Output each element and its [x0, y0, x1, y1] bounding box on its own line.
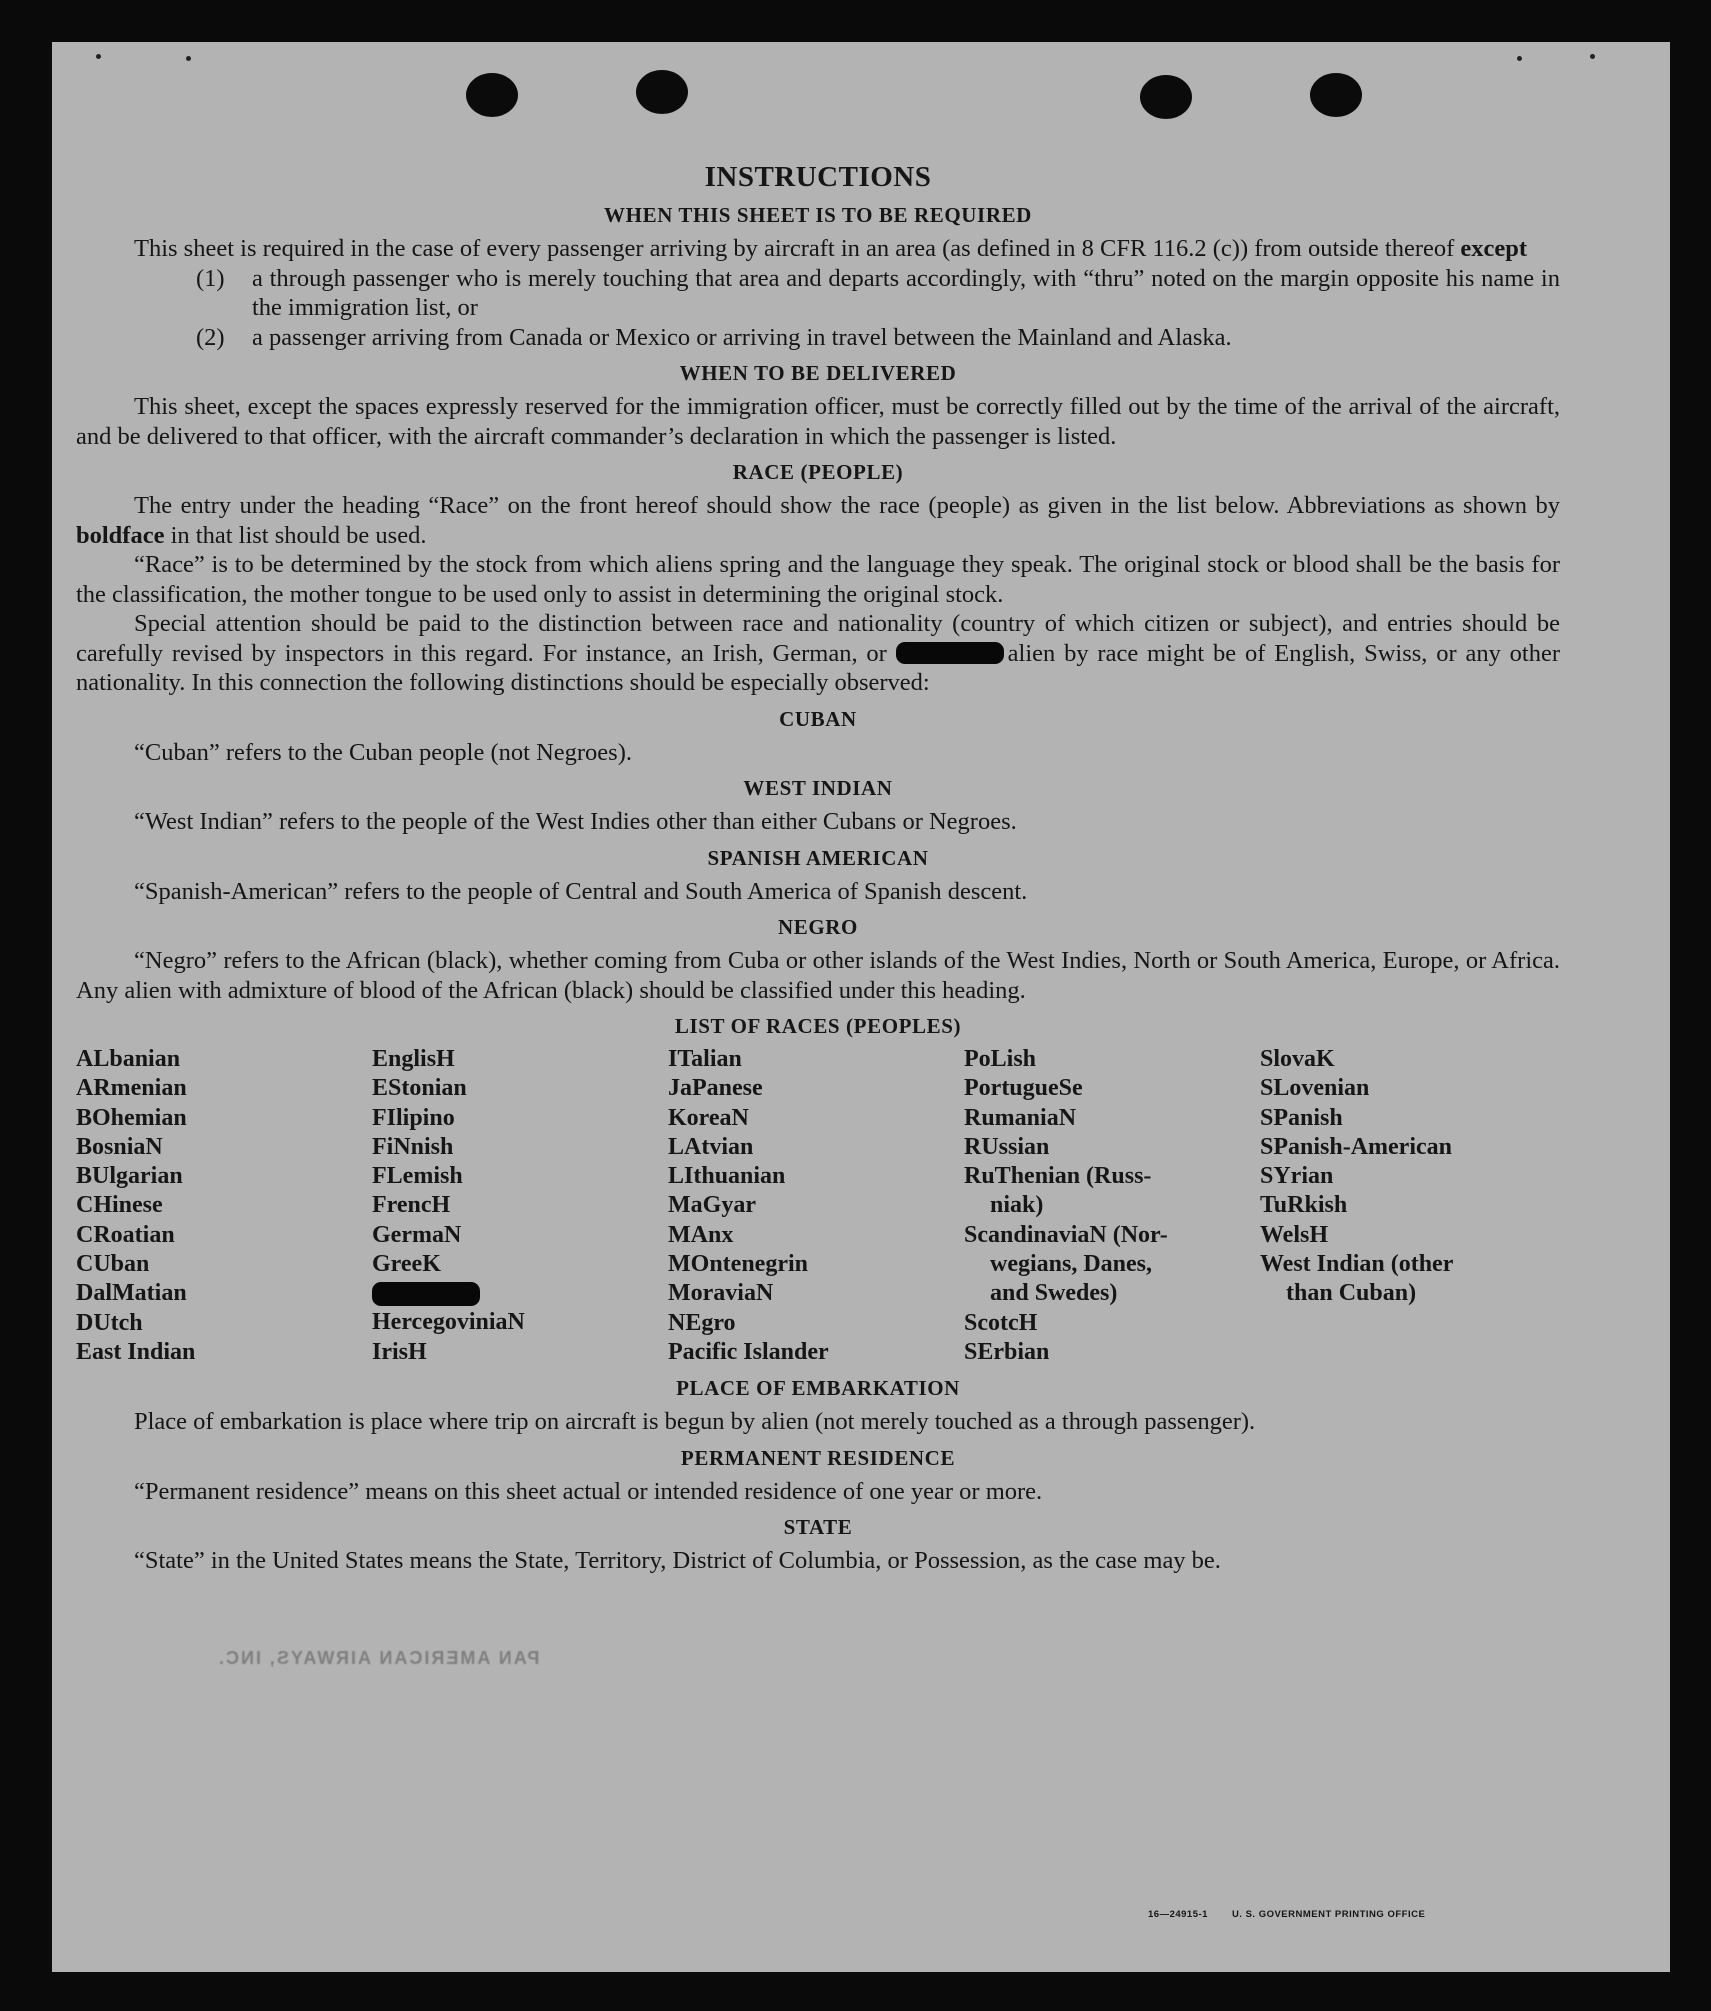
race-entry: EnglisH: [372, 1046, 455, 1072]
race-entry: MoraviaN: [668, 1280, 774, 1307]
race-paragraph-3: Special attention should be paid to the distinction between race and nationality (country of which citizen or subject), and entries should be carefully revised by inspectors in this regard. For instance, an Irish, German, or alien by race might be of English, Swiss, or any other nationality. In this connection the following distinctions should be especially observed:: [76, 610, 1561, 696]
punch-hole: [466, 73, 518, 117]
race-column-1: [76, 1045, 372, 1367]
race-entry: FrencH: [372, 1192, 451, 1219]
race-entry: SYrian: [1260, 1163, 1334, 1190]
race-entry-continued: niak): [990, 1192, 1044, 1219]
race-entry: PortugueSe: [964, 1075, 1083, 1102]
race-entry: FIlipino: [372, 1104, 455, 1131]
race-entry: GreeK: [372, 1251, 441, 1278]
race-entry: IrisH: [372, 1338, 427, 1365]
race-entry-continued: wegians, Danes,: [990, 1251, 1153, 1278]
heading-spanish-american: SPANISH AMERICAN: [707, 845, 929, 870]
race-entry: SlovaK: [1260, 1046, 1335, 1072]
spanish-american-text: “Spanish-American” refers to the people of Central and South America of Spanish descent.: [134, 877, 1028, 905]
race-entry: ScotcH: [964, 1309, 1038, 1336]
punch-hole: [1310, 73, 1362, 117]
paper-speck: [96, 54, 101, 59]
race-column-3: [668, 1045, 964, 1367]
residence-text: “Permanent residence” means on this sheet actual or intended residence of one year or more.: [134, 1477, 1043, 1505]
race-entry: RUssian: [964, 1133, 1050, 1160]
heading-race: RACE (PEOPLE): [732, 460, 904, 484]
race-entry: KoreaN: [668, 1104, 749, 1131]
race-entry: RumaniaN: [964, 1104, 1077, 1131]
race-entry: SPanish: [1260, 1104, 1343, 1131]
race-entry: West Indian (other: [1260, 1251, 1454, 1278]
race-entry: CRoatian: [76, 1221, 175, 1248]
required-intro: This sheet is required in the case of every passenger arriving by aircraft in an area (as defined in 8 CFR 116.2 (c)) from outside thereof except: [134, 235, 1528, 262]
bleed-through-stamp: PAN AMERICAN AIRWAYS, INC.: [217, 1648, 540, 1668]
redaction-mark: [372, 1282, 480, 1306]
race-entry: ScandinaviaN (Nor-: [964, 1221, 1168, 1248]
race-entry: DalMatian: [76, 1280, 187, 1307]
printer-imprint: U. S. GOVERNMENT PRINTING OFFICE: [1231, 1909, 1426, 1920]
punch-hole: [1140, 75, 1192, 119]
race-entry: ARmenian: [76, 1075, 187, 1102]
race-entry: CHinese: [76, 1192, 163, 1219]
document-title: INSTRUCTIONS: [704, 161, 932, 193]
redaction-mark: [896, 642, 1004, 664]
paper-speck: [1590, 54, 1595, 59]
instructions-body: [76, 160, 1560, 1576]
race-entry: GermaN: [372, 1221, 462, 1248]
race-entry: BosniaN: [76, 1133, 163, 1160]
race-entry-continued: and Swedes): [990, 1280, 1118, 1307]
race-entry: ITalian: [668, 1046, 742, 1072]
heading-when-delivered: WHEN TO BE DELIVERED: [679, 361, 957, 385]
race-column-2: [372, 1045, 668, 1367]
race-entry-continued: than Cuban): [1286, 1280, 1417, 1307]
race-entry: LIthuanian: [668, 1163, 786, 1190]
race-entry: DUtch: [76, 1309, 143, 1336]
delivered-text: This sheet, except the spaces expressly reserved for the immigration officer, must be correctly filled out by the time of the arrival of the aircraft, and be delivered to that officer, with the aircraft commander’s declaration in which the passenger is listed.: [76, 393, 1560, 450]
race-entry: FiNnish: [372, 1133, 454, 1160]
race-entry: NEgro: [668, 1309, 736, 1336]
state-text: “State” in the United States means the State, Territory, District of Columbia, or Possession, as the case may be.: [134, 1547, 1221, 1575]
race-entry: WelsH: [1260, 1221, 1329, 1248]
race-column-5: [1260, 1045, 1556, 1367]
heading-negro: NEGRO: [777, 915, 858, 939]
form-number: 16—24915-1: [1148, 1909, 1208, 1920]
race-entry: East Indian: [76, 1338, 196, 1365]
heading-west-indian: WEST INDIAN: [743, 776, 893, 800]
race-entry: JaPanese: [668, 1075, 763, 1102]
negro-text: “Negro” refers to the African (black), whether coming from Cuba or other islands of the West Indies, North or South America, Europe, or Africa. Any alien with admixture of blood of the African (black) should be classified under this heading.: [76, 947, 1560, 1004]
race-entry: MaGyar: [668, 1192, 756, 1219]
race-column-4: [964, 1045, 1260, 1367]
heading-permanent-residence: PERMANENT RESIDENCE: [680, 1445, 956, 1470]
race-entry: TuRkish: [1260, 1192, 1348, 1219]
race-entry: SPanish-American: [1260, 1133, 1452, 1160]
race-entry: SErbian: [964, 1338, 1050, 1365]
heading-when-required: WHEN THIS SHEET IS TO BE REQUIRED: [604, 203, 1032, 227]
race-entry: LAtvian: [668, 1133, 754, 1160]
paper-speck: [1517, 56, 1522, 61]
cuban-text: “Cuban” refers to the Cuban people (not Negroes).: [134, 738, 632, 766]
punch-hole: [636, 70, 688, 114]
west-indian-text: “West Indian” refers to the people of the West Indies other than either Cubans or Negroes.: [134, 808, 1017, 835]
race-entry: EStonian: [372, 1075, 467, 1102]
race-list: [76, 1045, 1560, 1367]
exception-item: (2) a passenger arriving from Canada or Mexico or arriving in travel between the Mainland and Alaska.: [196, 323, 1232, 351]
heading-cuban: CUBAN: [779, 706, 857, 731]
heading-place-of-embarkation: PLACE OF EMBARKATION: [676, 1376, 960, 1401]
race-entry: PoLish: [964, 1046, 1037, 1072]
heading-list-of-races: LIST OF RACES (PEOPLES): [674, 1014, 962, 1038]
race-entry: MAnx: [668, 1221, 734, 1248]
paper-speck: [186, 56, 191, 61]
race-entry: BOhemian: [76, 1104, 187, 1131]
race-entry: FLemish: [372, 1163, 463, 1190]
race-entry: RuThenian (Russ-: [964, 1163, 1152, 1190]
race-entry: SLovenian: [1260, 1075, 1370, 1102]
race-entry: ALbanian: [76, 1046, 181, 1072]
race-paragraph-2: “Race” is to be determined by the stock from which aliens spring and the language they speak. The original stock or blood shall be the basis for the classification, the mother tongue to be used only to assist in determining the original stock.: [76, 551, 1560, 608]
embarkation-text: Place of embarkation is place where trip on aircraft is begun by alien (not merely touched as a through passenger).: [134, 1408, 1256, 1436]
exception-item: (1) a through passenger who is merely touching that area and departs accordingly, with “thru” noted on the margin opposite his name in the immigration list, or: [196, 264, 1560, 321]
race-entry: HercegoviniaN: [372, 1309, 525, 1336]
race-entry: CUban: [76, 1251, 150, 1278]
race-entry: BUlgarian: [76, 1163, 183, 1190]
form-footer: [1148, 1909, 1449, 1920]
heading-state: STATE: [783, 1515, 853, 1540]
document-page: [52, 42, 1670, 1972]
race-entry: MOntenegrin: [668, 1251, 808, 1278]
race-paragraph-1: The entry under the heading “Race” on the front hereof should show the race (people) as given in the list below. Abbreviations as shown by boldface in that list should be used.: [76, 492, 1560, 549]
race-entry: Pacific Islander: [668, 1338, 829, 1365]
